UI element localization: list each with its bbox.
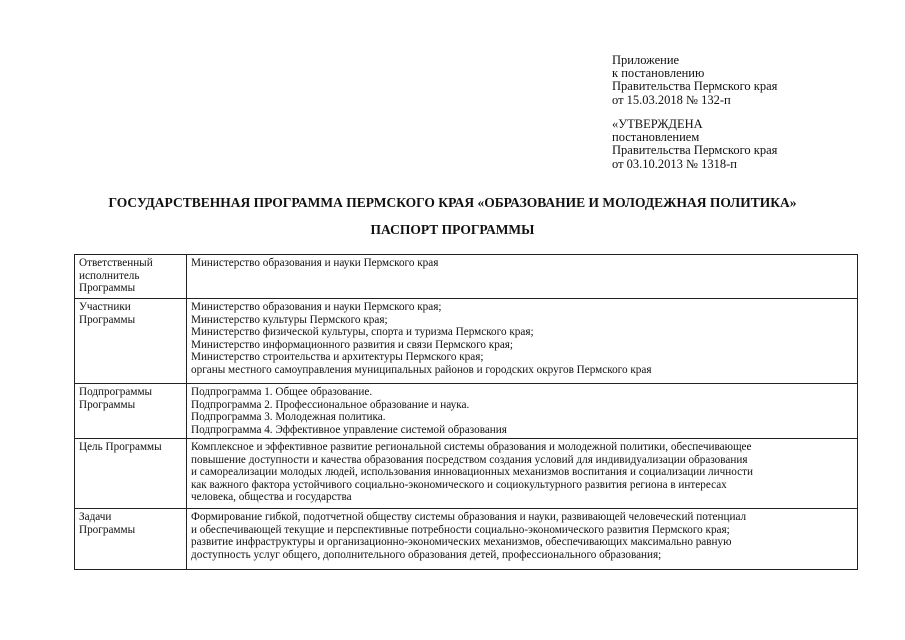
table-row [75, 255, 858, 299]
row-content [187, 509, 858, 570]
appendix-line: Приложение [612, 53, 680, 67]
content-line: Министерство информационного развития и связи Пермского края; [191, 338, 514, 351]
label-line: Программы [79, 282, 136, 294]
label-line: Цель Программы [79, 441, 162, 453]
content-line: Министерство образования и науки Пермского края [191, 257, 439, 269]
row-label [75, 255, 187, 299]
approval-line: постановлением [612, 130, 700, 145]
content-line: развитие инфраструктуры и организационно-экономических механизмов, обеспечивающих максимально равную [191, 536, 732, 548]
content-line: Министерство культуры Пермского края; [191, 313, 388, 326]
row-content [187, 439, 858, 509]
content-line: Подпрограмма 2. Профессиональное образование и наука. [191, 398, 470, 411]
row-label [75, 439, 187, 509]
table-row [75, 509, 858, 570]
row-content [187, 255, 858, 299]
label-line: Задачи [79, 511, 112, 523]
row-content [187, 384, 858, 439]
content-line: доступность услуг общего, дополнительного образования детей, профессионального образования; [191, 548, 662, 561]
content-line: и самореализации молодых людей, использования инновационных механизмов воспитания и социализации личности [191, 466, 753, 478]
row-content [187, 299, 858, 384]
content-line: Подпрограмма 4. Эффективное управление системой образования [191, 423, 507, 436]
content-line: Формирование гибкой, подотчетной обществу системы образования и науки, развивающей человеческий потенциал [191, 511, 747, 523]
appendix-line: к постановлению [612, 66, 705, 81]
label-line: Программы [79, 313, 136, 326]
content-line: как важного фактора устойчивого социально-экономического и социокультурного развития региона в интересах [191, 478, 727, 491]
content-line: Министерство строительства и архитектуры Пермского края; [191, 351, 484, 363]
row-label [75, 509, 187, 570]
label-line: Программы [79, 523, 136, 536]
appendix-line: Правительства Пермского края [612, 79, 778, 94]
content-line: Подпрограмма 1. Общее образование. [191, 386, 373, 398]
content-line: Министерство образования и науки Пермского края; [191, 301, 442, 313]
row-label [75, 384, 187, 439]
approval-note [612, 118, 777, 171]
row-label [75, 299, 187, 384]
document-subtitle: ПАСПОРТ ПРОГРАММЫ [370, 222, 535, 237]
label-line: Ответственный [79, 257, 153, 269]
content-line: органы местного самоуправления муниципальных районов и городских округов Пермского края [191, 363, 652, 376]
appendix-line: от 15.03.2018 № 132-п [612, 92, 731, 107]
label-line: Подпрограммы [79, 386, 153, 398]
content-line: Комплексное и эффективное развитие региональной системы образования и молодежной политики, обеспечивающее [191, 441, 752, 453]
content-line: и обеспечивающей текущие и перспективные потребности социально-экономического развития Пермского края; [191, 523, 730, 536]
table-row [75, 384, 858, 439]
content-line: Министерство физической культуры, спорта и туризма Пермского края; [191, 326, 534, 338]
approval-line: «УТВЕРЖДЕНА [612, 117, 703, 131]
label-line: исполнитель [79, 269, 140, 282]
label-line: Программы [79, 398, 136, 411]
table-row [75, 439, 858, 509]
document-title: ГОСУДАРСТВЕННАЯ ПРОГРАММА ПЕРМСКОГО КРАЯ «ОБРАЗОВАНИЕ И МОЛОДЕЖНАЯ ПОЛИТИКА» [108, 195, 797, 210]
label-line: Участники [79, 301, 131, 313]
approval-line: от 03.10.2013 № 1318-п [612, 156, 737, 171]
content-line: человека, общества и государства [191, 491, 352, 503]
content-line: повышение доступности и качества образования посредством создания условий для индивидуализации образования [191, 453, 748, 466]
content-line: Подпрограмма 3. Молодежная политика. [191, 411, 386, 423]
appendix-note [612, 54, 777, 107]
approval-line: Правительства Пермского края [612, 143, 778, 158]
program-passport-table [74, 254, 858, 570]
table-row [75, 299, 858, 384]
